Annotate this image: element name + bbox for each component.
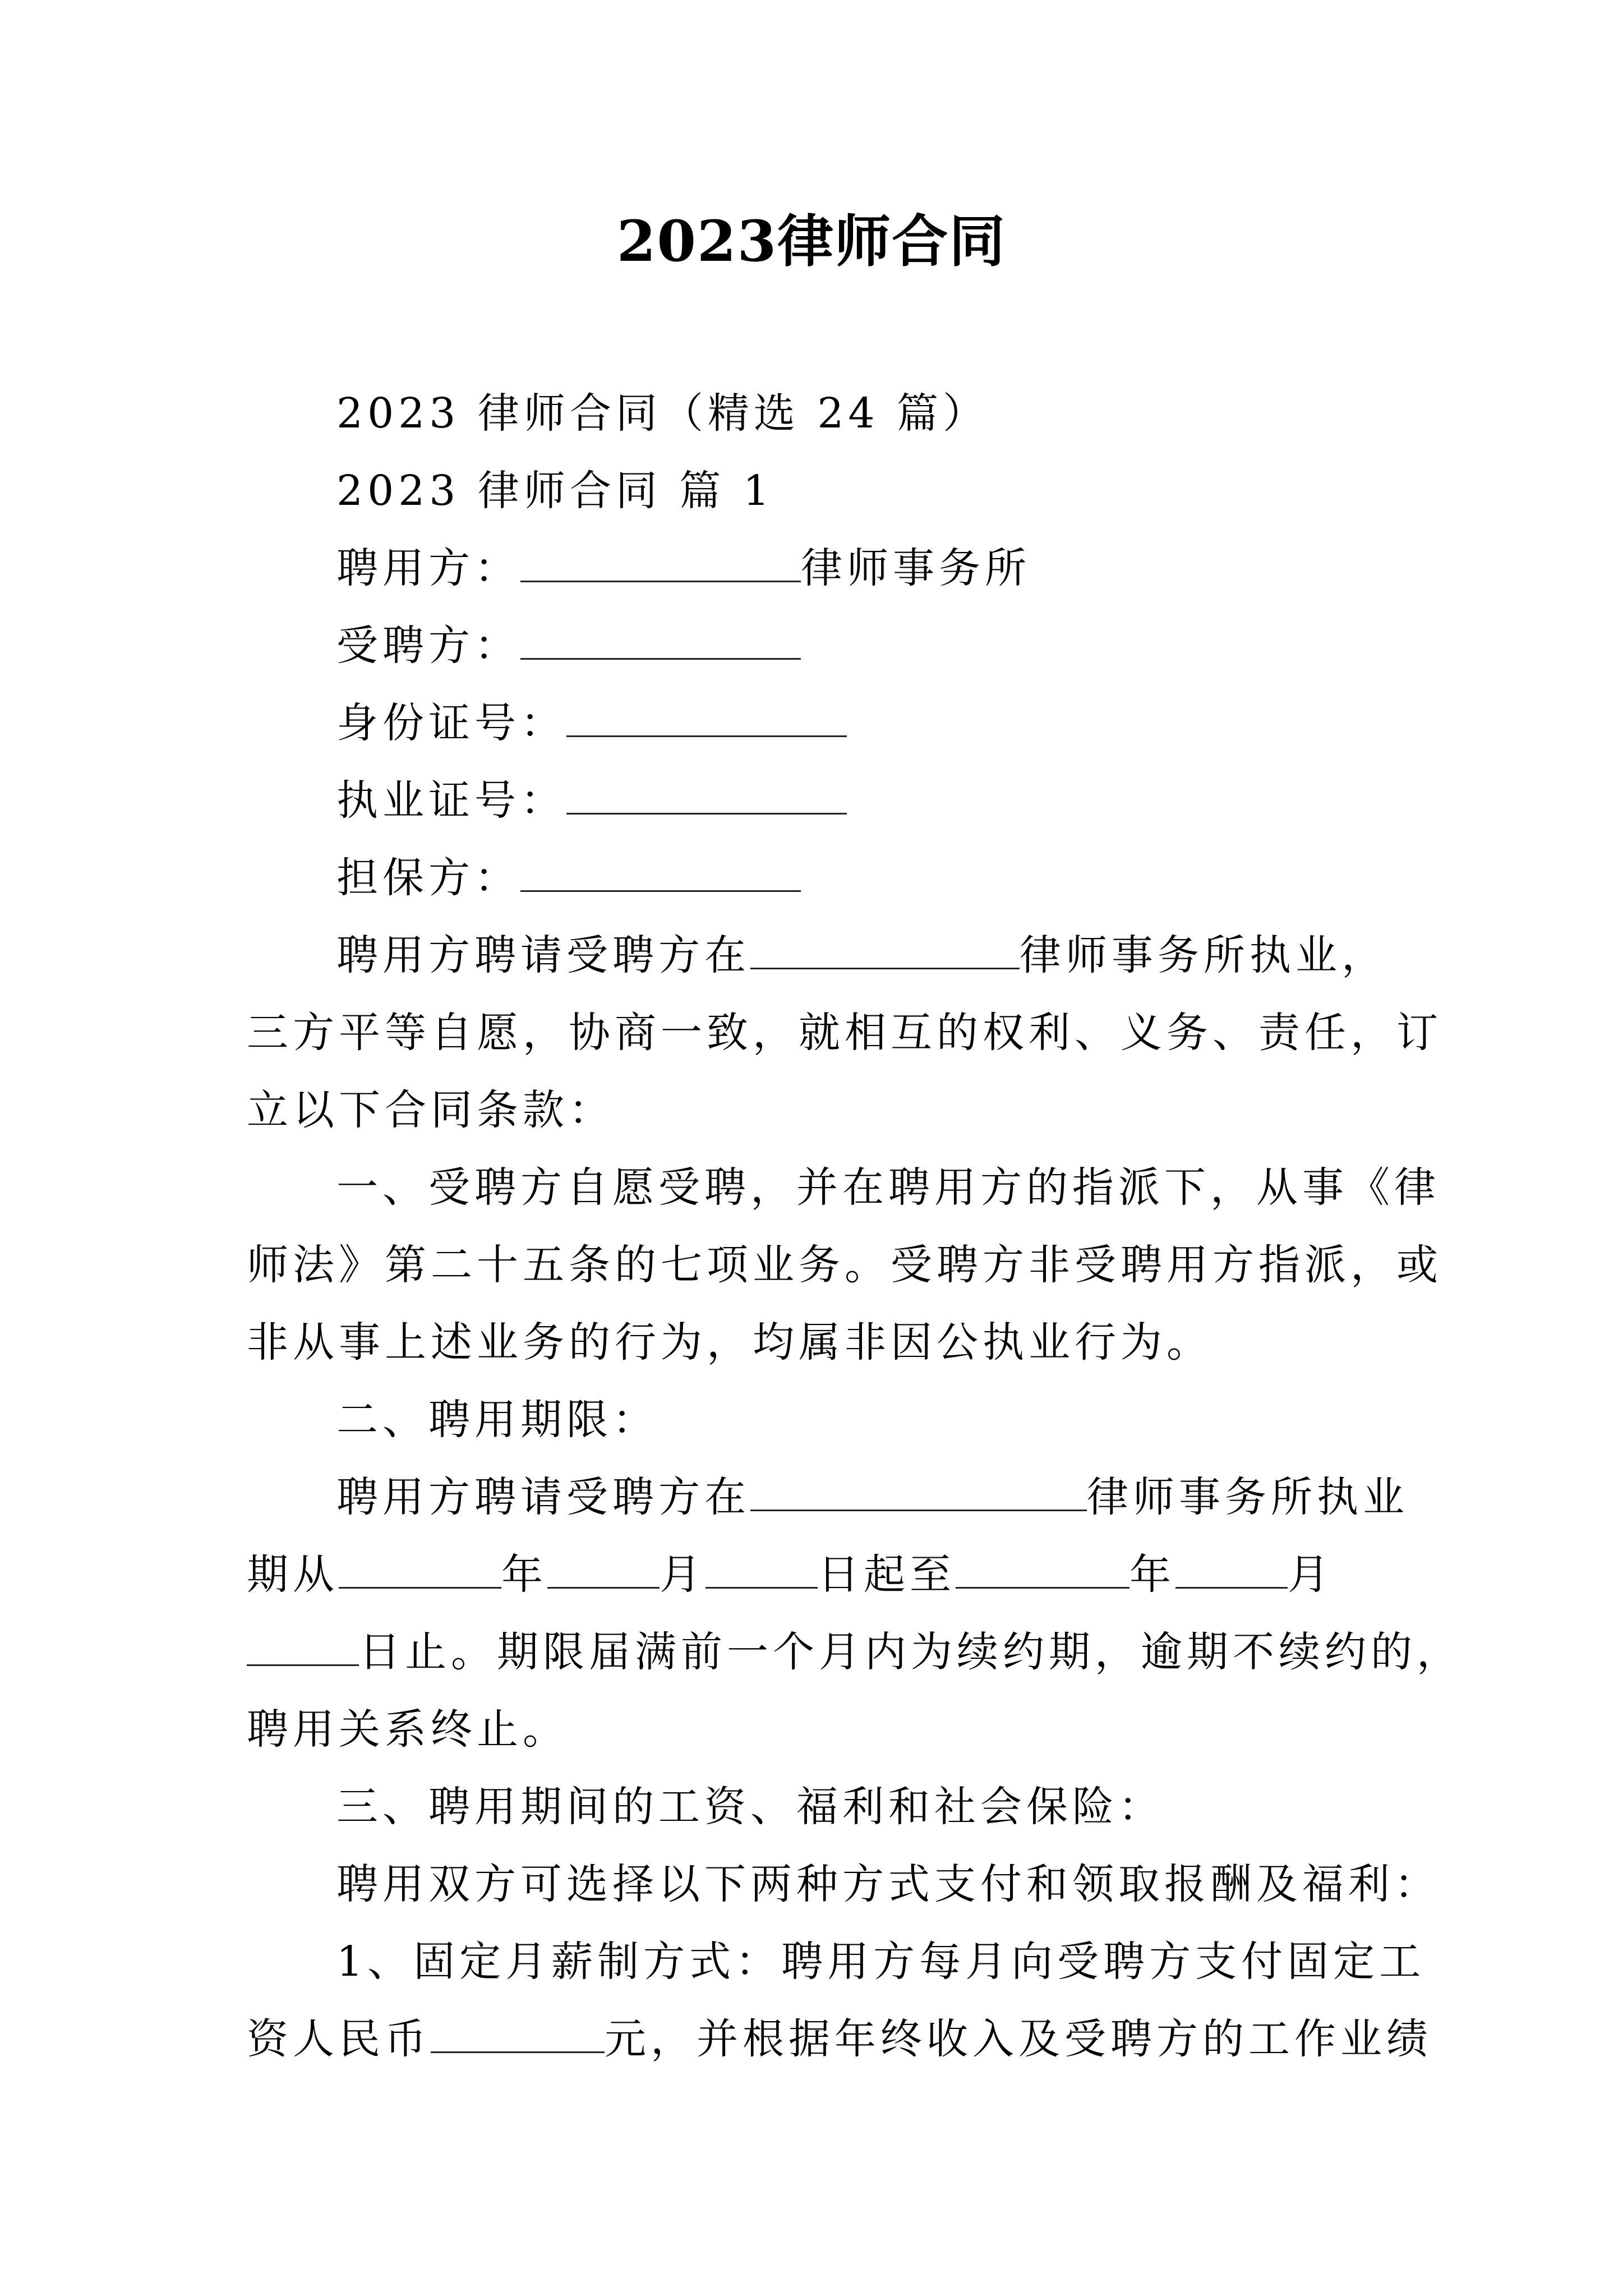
blank-line <box>520 624 801 660</box>
clause-text: 聘用方聘请受聘方在 <box>336 1473 750 1521</box>
document-title: 2023律师合同 <box>616 208 1007 274</box>
clause3-line-2: 1、固定月薪制方式：聘用方每月向受聘方支付固定工 <box>336 1938 1426 1986</box>
clause2-line-1 <box>247 1458 1409 1536</box>
document-subtitle: 2023 律师合同（精选 24 篇） <box>336 389 989 438</box>
intro-line-2: 三方平等自愿，协商一致，就相互的权利、义务、责任，订 <box>247 1009 1442 1057</box>
intro-line-3: 立以下合同条款： <box>247 1086 615 1134</box>
field-label: 身份证号： <box>336 699 566 747</box>
field-label: 担保方： <box>336 854 520 902</box>
clause-text: 年 <box>501 1550 547 1599</box>
blank-line <box>1175 1553 1288 1589</box>
clause-text: 日起至 <box>818 1550 956 1599</box>
field-label: 执业证号： <box>336 776 566 825</box>
clause-text: 律师事务所执业 <box>1087 1473 1409 1521</box>
clause-text: 元，并根据年终收入及受聘方的工作业绩 <box>605 2015 1432 2063</box>
clause-text: 资人民币 <box>247 2015 431 2063</box>
blank-line <box>247 1631 359 1666</box>
clause1-line-3: 非从事上述业务的行为，均属非因公执业行为。 <box>247 1318 1212 1366</box>
clause3-line-1: 聘用双方可选择以下两种方式支付和领取报酬及福利： <box>336 1860 1440 1908</box>
clause2-line-3 <box>247 1613 1463 1691</box>
field-id-number <box>247 684 1396 762</box>
clause-text: 月 <box>1288 1550 1334 1599</box>
blank-line <box>339 1553 501 1589</box>
field-license-number <box>247 762 1396 839</box>
blank-line <box>520 857 801 892</box>
clause2-line-4: 聘用关系终止。 <box>247 1705 569 1754</box>
blank-line <box>956 1553 1129 1589</box>
clause-text: 日止。期限届满前一个月内为续约期，逾期不续约的， <box>359 1628 1463 1676</box>
blank-line <box>566 702 847 737</box>
blank-line <box>431 2018 605 2053</box>
field-guarantor <box>247 839 1396 917</box>
clause2-line-2 <box>247 1536 1396 1613</box>
clause3-heading: 三、聘用期间的工资、福利和社会保险： <box>336 1783 1164 1831</box>
section-heading: 2023 律师合同 篇 1 <box>336 467 774 515</box>
field-suffix: 律师事务所 <box>801 544 1031 592</box>
clause3-line-3 <box>247 2000 1432 2078</box>
blank-line <box>547 1553 660 1589</box>
intro-line-1 <box>247 917 1396 994</box>
clause-text: 年 <box>1129 1550 1175 1599</box>
intro-text: 律师事务所执业， <box>1020 931 1387 979</box>
blank-line <box>750 934 1020 969</box>
clause2-heading: 二、聘用期限： <box>336 1396 658 1444</box>
clause1-line-2: 师法》第二十五条的七项业务。受聘方非受聘用方指派，或 <box>247 1241 1442 1289</box>
field-employer <box>247 530 1396 607</box>
blank-line <box>750 1476 1087 1511</box>
document-body <box>247 375 1463 2078</box>
blank-line <box>520 547 801 582</box>
blank-line <box>566 779 847 815</box>
field-employee <box>247 607 1396 684</box>
clause-text: 月 <box>660 1550 706 1599</box>
blank-line <box>706 1553 818 1589</box>
field-label: 聘用方： <box>336 544 520 592</box>
clause-text: 期从 <box>247 1550 339 1599</box>
intro-text: 聘用方聘请受聘方在 <box>336 931 750 979</box>
clause1-line-1: 一、受聘方自愿受聘，并在聘用方的指派下，从事《律 <box>336 1163 1440 1212</box>
field-label: 受聘方： <box>336 622 520 670</box>
